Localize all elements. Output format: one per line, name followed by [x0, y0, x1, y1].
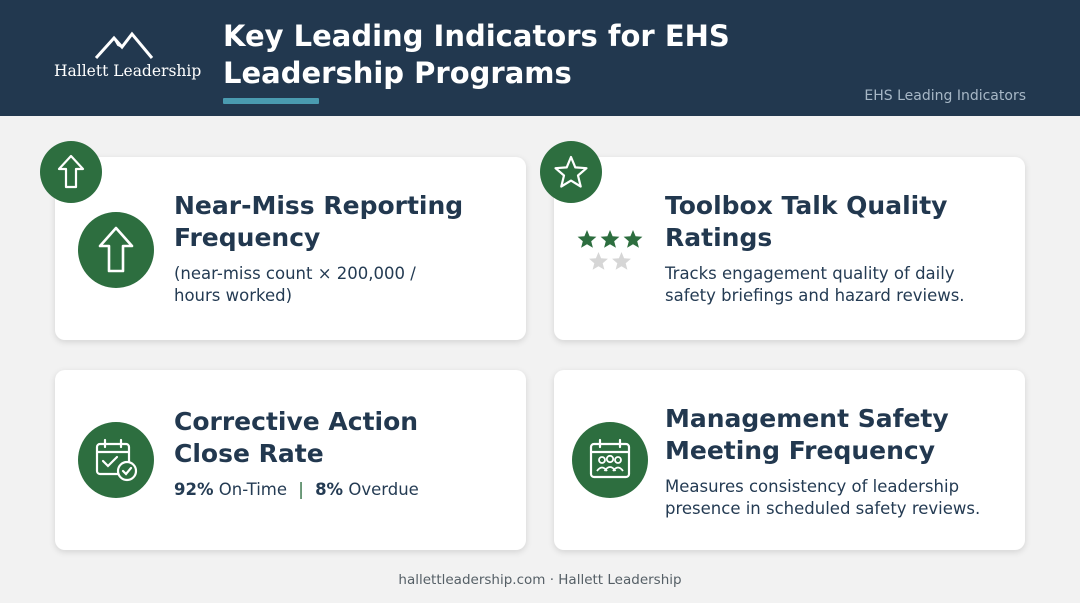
card-title-line1: Corrective Action: [174, 407, 419, 436]
card-title-line2: Frequency: [174, 223, 321, 252]
card-toolbox-badge: [540, 141, 602, 203]
card-meeting-title: [665, 403, 949, 467]
card-corrective-icon-circle: [78, 422, 154, 498]
header-tag: EHS Leading Indicators: [864, 88, 1026, 104]
card-near-miss-badge: [40, 141, 102, 203]
star-empty-1: [589, 252, 608, 270]
card-meeting-desc: [665, 476, 980, 520]
card-desc-line1: (near-miss count × 200,000 /: [174, 264, 416, 283]
card-title-line1: Near-Miss Reporting: [174, 191, 464, 220]
card-near-miss-icon-circle: [78, 212, 154, 288]
star-empty-2: [612, 252, 631, 270]
card-title-line1: Management Safety: [665, 404, 949, 433]
card-desc-line2: safety briefings and hazard reviews.: [665, 286, 965, 305]
card-near-miss-desc: [174, 263, 416, 307]
page-title-line2: Leadership Programs: [223, 56, 572, 90]
overdue-value: 8%: [315, 480, 344, 499]
card-corrective-stats: [174, 479, 419, 501]
card-toolbox-title: [665, 190, 947, 254]
card-title-line1: Toolbox Talk Quality: [665, 191, 948, 220]
page-title: [223, 18, 823, 92]
calendar-check-icon: [93, 437, 139, 483]
mountain-icon: [94, 30, 154, 60]
header-banner: [0, 0, 1080, 116]
card-corrective-title: [174, 406, 418, 470]
filled-stars: [578, 230, 643, 248]
footer-text: hallettleadership.com · Hallett Leadership: [398, 572, 682, 588]
card-near-miss-title: [174, 190, 463, 254]
empty-stars: [589, 252, 631, 270]
calendar-people-icon: [587, 437, 633, 483]
card-title-line2: Close Rate: [174, 439, 324, 468]
stats-separator: |: [298, 480, 304, 499]
star-rating-icon: [577, 229, 643, 273]
star-filled-3: [624, 230, 643, 248]
card-title-line2: Ratings: [665, 223, 773, 252]
logo-text: Hallett Leadership: [54, 62, 202, 80]
card-title-line2: Meeting Frequency: [665, 436, 936, 465]
card-desc-line2: presence in scheduled safety reviews.: [665, 499, 981, 518]
card-desc-line2: hours worked): [174, 286, 293, 305]
card-toolbox-desc: [665, 263, 965, 307]
star-filled-2: [601, 230, 620, 248]
star-filled-1: [578, 230, 597, 248]
star-icon: [553, 154, 589, 190]
arrow-up-icon: [56, 153, 86, 191]
on-time-label: On-Time: [218, 480, 288, 499]
on-time-value: 92%: [174, 480, 214, 499]
title-underline: [223, 98, 319, 104]
arrow-up-icon: [97, 225, 135, 275]
page-title-line1: Key Leading Indicators for EHS: [223, 19, 730, 53]
card-desc-line1: Tracks engagement quality of daily: [665, 264, 955, 283]
card-meeting-icon-circle: [572, 422, 648, 498]
overdue-label: Overdue: [348, 480, 419, 499]
card-desc-line1: Measures consistency of leadership: [665, 477, 960, 496]
